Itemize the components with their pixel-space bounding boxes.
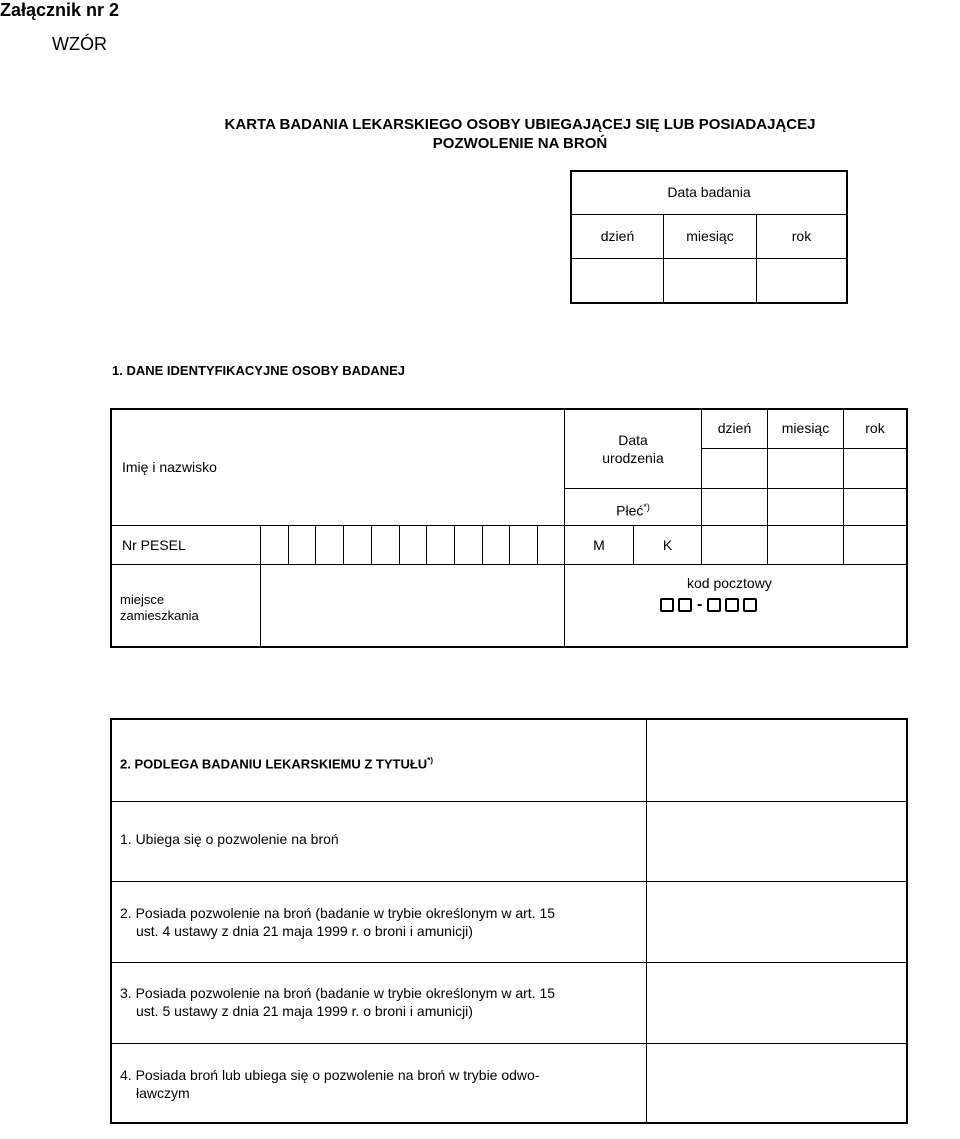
exam-reason-table xyxy=(110,718,908,1124)
postal-digit-box[interactable] xyxy=(707,598,721,612)
section2-heading-mark-field xyxy=(648,722,904,800)
postal-digit-box[interactable] xyxy=(725,598,739,612)
postal-code-field[interactable] xyxy=(658,596,818,620)
reason-item-4-checkbox[interactable] xyxy=(648,1045,904,1122)
document-title-line1: KARTA BADANIA LEKARSKIEGO OSOBY UBIEGAJĄCEJ SIĘ LUB POSIADAJĄCEJ xyxy=(224,116,816,133)
postal-dash: - xyxy=(697,596,703,613)
exam-date-day-field[interactable] xyxy=(572,259,662,302)
section2-heading xyxy=(120,752,433,772)
residence-field[interactable] xyxy=(262,566,562,644)
sex-footnote-mark: *) xyxy=(643,502,650,512)
reason-item-3-line2: ust. 5 ustawy z dnia 21 maja 1999 r. o broni i amunicji) xyxy=(136,1003,473,1019)
sex-male-option[interactable]: M xyxy=(593,537,605,553)
postal-digit-box[interactable] xyxy=(743,598,757,612)
pesel-label: Nr PESEL xyxy=(122,537,186,553)
postal-code-label: kod pocztowy xyxy=(687,575,772,591)
birth-year-field[interactable] xyxy=(845,450,905,523)
birth-date-label-1: Data xyxy=(618,432,648,448)
identification-table xyxy=(110,408,908,648)
reason-item-3-checkbox[interactable] xyxy=(648,964,904,1042)
sex-label xyxy=(565,499,701,520)
name-field[interactable] xyxy=(262,412,562,522)
reason-item-4-line1: 4. Posiada broń lub ubiega się o pozwolenie na broń w trybie odwo- xyxy=(120,1067,540,1083)
sex-label-text: Płeć xyxy=(616,502,644,519)
birth-year-label: rok xyxy=(865,420,885,436)
document-title-line2: POZWOLENIE NA BROŃ xyxy=(432,135,608,152)
pesel-field[interactable] xyxy=(262,527,562,562)
template-label: WZÓR xyxy=(52,34,107,54)
birth-day-label: dzień xyxy=(717,420,752,436)
attachment-label: Załącznik nr 2 xyxy=(0,0,120,20)
postal-digit-box[interactable] xyxy=(660,598,674,612)
reason-item-2-line2: ust. 4 ustawy z dnia 21 maja 1999 r. o broni i amunicji) xyxy=(136,923,473,939)
section2-footnote-mark: *) xyxy=(427,756,433,765)
exam-date-month-field[interactable] xyxy=(665,259,755,302)
exam-date-day-label: dzień xyxy=(600,228,635,244)
reason-item-1-checkbox[interactable] xyxy=(648,803,904,880)
reason-item-2-checkbox[interactable] xyxy=(648,883,904,961)
section1-heading: 1. DANE IDENTYFIKACYJNE OSOBY BADANEJ xyxy=(112,363,406,378)
exam-date-table xyxy=(570,170,848,304)
reason-item-4-line2: ławczym xyxy=(136,1085,190,1101)
residence-label-2: zamieszkania xyxy=(120,608,199,623)
reason-item-2-line1: 2. Posiada pozwolenie na broń (badanie w trybie określonym w art. 15 xyxy=(120,905,556,921)
birth-month-field[interactable] xyxy=(769,450,842,523)
exam-date-month-label: miesiąc xyxy=(686,228,734,244)
exam-date-year-label: rok xyxy=(791,228,812,244)
reason-item-3-line1: 3. Posiada pozwolenie na broń (badanie w trybie określonym w art. 15 xyxy=(120,985,556,1001)
section2-heading-text: 2. PODLEGA BADANIU LEKARSKIEMU Z TYTUŁU xyxy=(120,756,428,772)
reason-item-1-line1: 1. Ubiega się o pozwolenie na broń xyxy=(120,831,339,847)
name-label: Imię i nazwisko xyxy=(122,459,217,475)
birth-date-label-2: urodzenia xyxy=(602,450,664,466)
postal-digit-box[interactable] xyxy=(678,598,692,612)
sex-female-option[interactable]: K xyxy=(662,537,673,553)
exam-date-title: Data badania xyxy=(667,184,751,200)
residence-label-1: miejsce xyxy=(120,592,165,607)
birth-day-field[interactable] xyxy=(703,450,766,523)
birth-month-label: miesiąc xyxy=(781,420,830,436)
exam-date-year-field[interactable] xyxy=(758,259,846,302)
